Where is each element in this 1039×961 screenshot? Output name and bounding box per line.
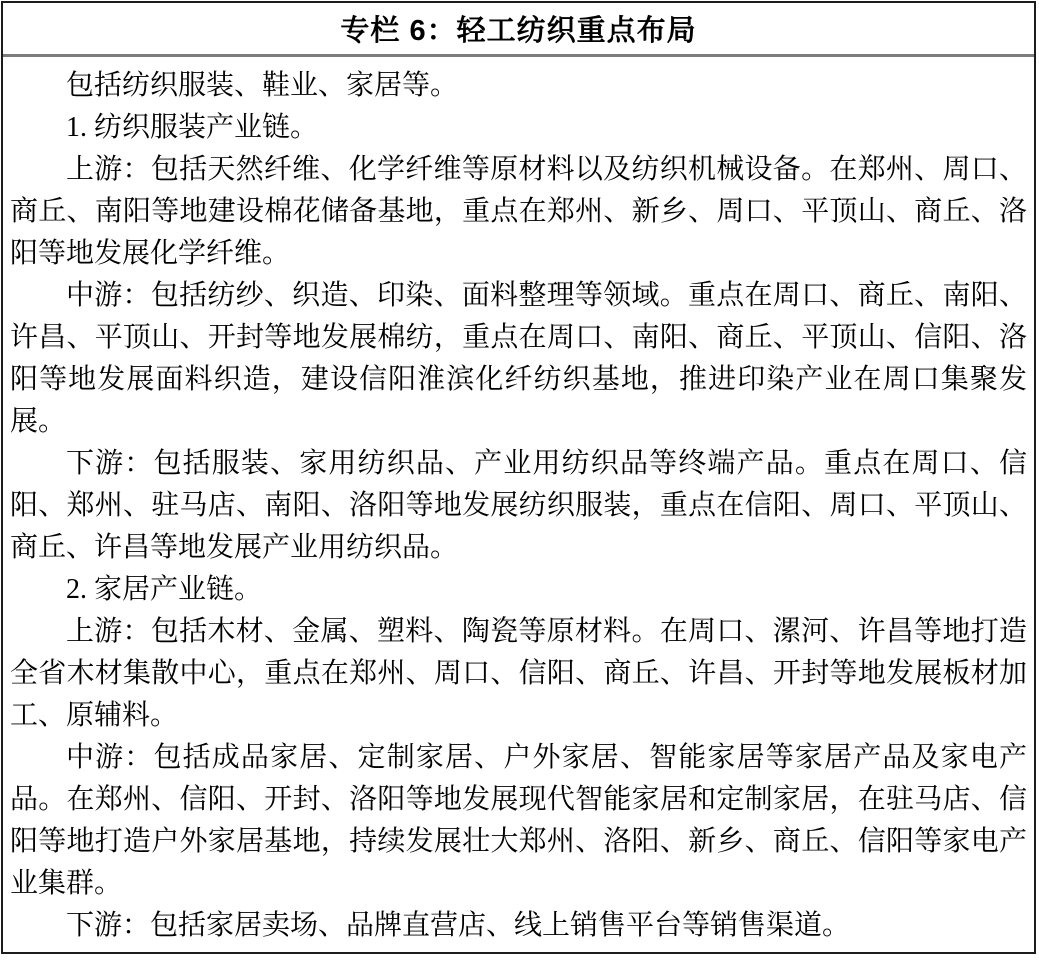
paragraph: 下游：包括家居卖场、品牌直营店、线上销售平台等销售渠道。 (66, 910, 851, 941)
paragraph: 中游：包括成品家居、定制家居、户外家居、智能家居等家居产品及家电产品。在郑州、信阳、开封、洛阳等地发展现代智能家居和定制家居，在驻马店、信阳等地打造户外家居基地，持续发展壮大郑州、洛阳、新乡、商丘、信阳等家电产业集群。 (10, 742, 1027, 899)
callout-box (1, 1, 1036, 954)
paragraph: 上游：包括天然纤维、化学纤维等原材料以及纺织机械设备。在郑州、周口、商丘、南阳等地建设棉花储备基地，重点在郑州、新乡、周口、平顶山、商丘、洛阳等地发展化学纤维。 (10, 154, 1027, 269)
paragraph: 1. 纺织服装产业链。 (66, 112, 319, 143)
paragraph: 下游：包括服装、家用纺织品、产业用纺织品等终端产品。重点在周口、信阳、郑州、驻马店、南阳、洛阳等地发展纺织服装，重点在信阳、周口、平顶山、商丘、许昌等地发展产业用纺织品。 (10, 448, 1027, 563)
box-title: 专栏 6：轻工纺织重点布局 (340, 15, 697, 47)
paragraph: 包括纺织服装、鞋业、家居等。 (66, 70, 459, 101)
box-body (3, 57, 1034, 952)
paragraph: 上游：包括木材、金属、塑料、陶瓷等原材料。在周口、漯河、许昌等地打造全省木材集散中心，重点在郑州、周口、信阳、商丘、许昌、开封等地发展板材加工、原辅料。 (10, 616, 1027, 731)
paragraph: 中游：包括纺纱、织造、印染、面料整理等领域。重点在周口、商丘、南阳、许昌、平顶山、开封等地发展棉纺，重点在周口、南阳、商丘、平顶山、信阳、洛阳等地发展面料织造，建设信阳淮滨化纤纺织基地，推进印染产业在周口集聚发展。 (10, 280, 1027, 437)
box-title-bar (3, 3, 1034, 57)
paragraph: 2. 家居产业链。 (66, 574, 263, 605)
